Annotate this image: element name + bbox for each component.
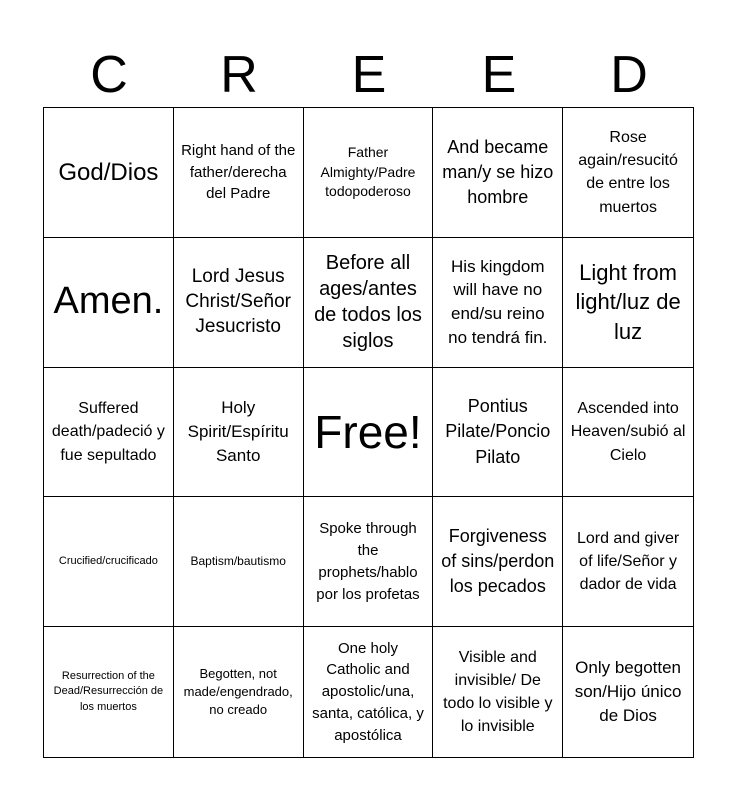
bingo-cell[interactable]: Holy Spirit/Espíritu Santo <box>174 368 304 498</box>
bingo-cell[interactable]: Lord and giver of life/Señor y dador de vida <box>563 497 693 627</box>
bingo-cell[interactable]: And became man/y se hizo hombre <box>433 108 563 238</box>
bingo-cell[interactable]: One holy Catholic and apostolic/una, santa, católica, y apostólica <box>304 627 434 757</box>
bingo-cell[interactable]: Only begotten son/Hijo único de Dios <box>574 658 682 725</box>
bingo-cell[interactable]: Visible and invisible/ De todo lo visible y lo invisible <box>433 627 563 757</box>
bingo-cell[interactable]: Spoke through the prophets/hablo por los profetas <box>304 497 434 627</box>
bingo-cell[interactable]: Begotten, not made/engendrado, no creado <box>174 627 304 757</box>
bingo-cell[interactable]: Resurrection of the Dead/Resurrección de los muertos <box>44 627 174 757</box>
bingo-cell[interactable]: Rose again/resucitó de entre los muertos <box>563 108 693 238</box>
free-cell[interactable]: Free! <box>304 368 434 498</box>
bingo-cell[interactable]: Ascended into Heaven/subió al Cielo <box>563 368 693 498</box>
header-letter-e: E <box>351 46 387 104</box>
header-letter-d: D <box>610 46 648 104</box>
bingo-cell[interactable]: His kingdom will have no end/su reino no tendrá fin. <box>433 238 563 368</box>
bingo-cell[interactable]: God/Dios <box>44 108 174 238</box>
bingo-cell[interactable]: Father Almighty/Padre todopoderoso <box>304 108 434 238</box>
bingo-cell[interactable]: Baptism/bautismo <box>174 497 304 627</box>
bingo-cell[interactable]: Amen. <box>44 238 174 368</box>
bingo-cell[interactable]: Crucified/crucificado <box>44 497 174 627</box>
bingo-cell[interactable]: Lord Jesus Christ/Señor Jesucristo <box>174 238 304 368</box>
bingo-board <box>43 107 694 758</box>
bingo-cell[interactable]: Suffered death/padeció y fue sepultado <box>44 368 174 498</box>
bingo-header <box>44 44 694 106</box>
header-letter-e-2: E <box>481 46 517 104</box>
bingo-cell[interactable]: Light from light/luz de luz <box>563 238 693 368</box>
header-letter-c: C <box>90 46 128 104</box>
bingo-cell[interactable]: Right hand of the father/derecha del Padre <box>174 108 304 238</box>
bingo-cell[interactable]: Before all ages/antes de todos los siglos <box>304 238 434 368</box>
header-letter-r: R <box>220 46 258 104</box>
bingo-cell[interactable]: Pontius Pilate/Poncio Pilato <box>433 368 563 498</box>
bingo-cell[interactable]: Forgiveness of sins/perdon los pecados <box>433 497 563 627</box>
